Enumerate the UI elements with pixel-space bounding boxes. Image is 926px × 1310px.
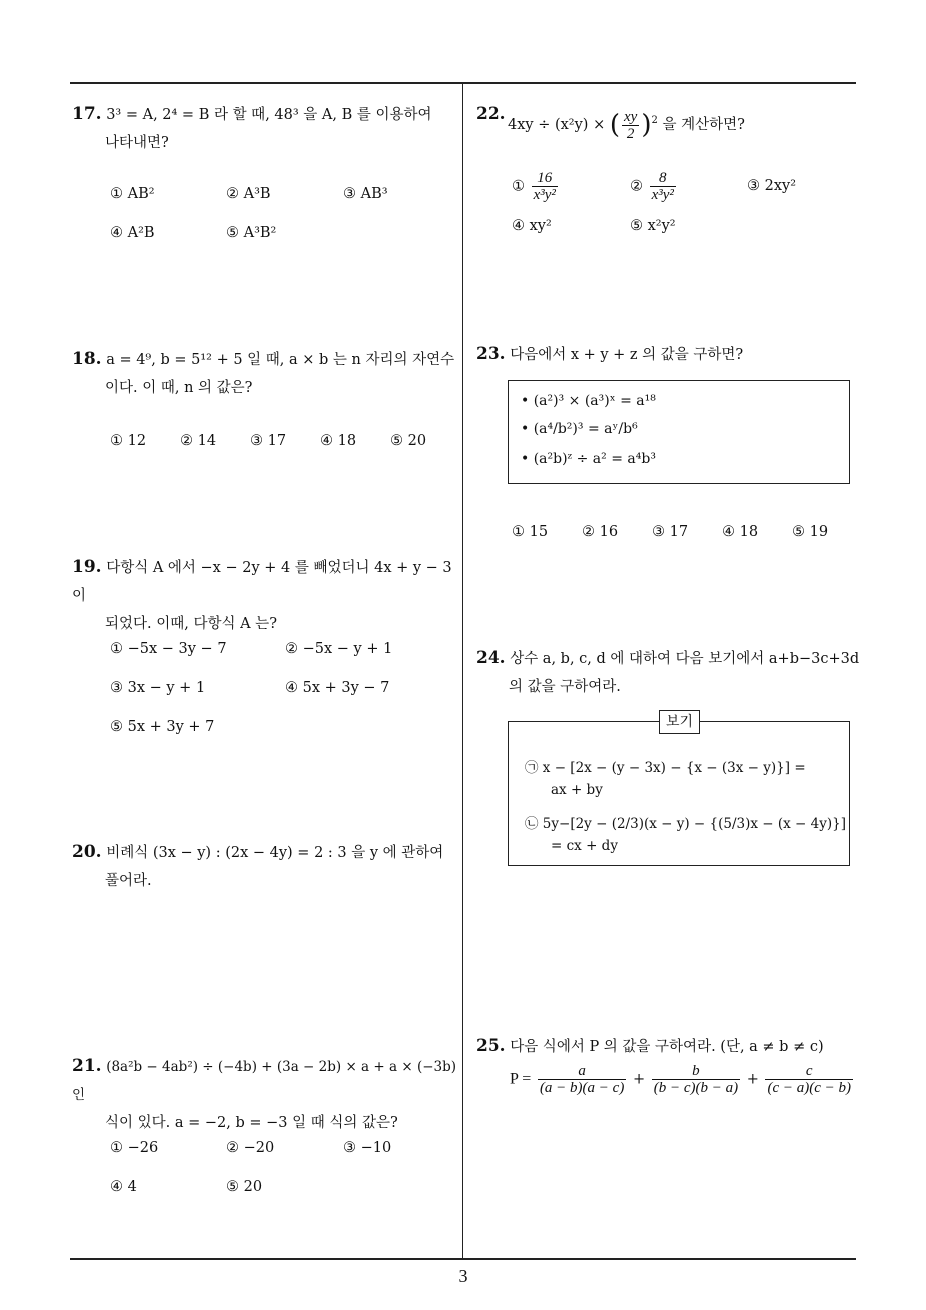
q24-example-box [508,714,850,866]
expr-fraction-3 [765,1063,853,1096]
frac-denominator: (a − b)(a − c) [539,1080,625,1096]
q21-option-4[interactable]: ④ 4 [110,1179,137,1195]
question-number: 17. [72,104,102,124]
question-text-line2: 식이 있다. a = −2, b = −3 일 때 식의 값은? [105,1115,398,1131]
q19-option-4[interactable]: ④ 5x + 3y − 7 [285,680,390,696]
option-fraction [532,170,558,203]
question-19 [72,553,457,638]
option-label: ② [630,178,643,195]
frac-numerator: c [765,1063,853,1080]
q18-option-4[interactable]: ④ 18 [320,433,357,449]
question-text-line2: 의 값을 구하여라. [509,679,621,695]
q22-option-1[interactable] [512,170,560,203]
question-number: 18. [72,349,102,369]
question-text: 다음에서 x + y + z 의 값을 구하면? [510,347,744,363]
example-item-2: ㉡ 5y−[2y − (2/3)(x − y) − {(5/3)x − (x − 4y)}] [525,816,846,832]
frac-denominator: (c − a)(c − b) [767,1080,852,1096]
q21-option-1[interactable]: ① −26 [110,1140,159,1156]
question-number: 25. [476,1036,506,1056]
expr-fraction-1 [538,1063,626,1096]
question-text: 다항식 A 에서 −x − 2y + 4 를 빼었더니 4x + y − 3 이 [72,560,452,604]
question-21 [72,1052,457,1137]
q19-option-3[interactable]: ③ 3x − y + 1 [110,680,206,696]
question-text-line2: 풀어라. [105,873,152,889]
question-text: 비례식 (3x − y) : (2x − 4y) = 2 : 3 을 y 에 관하여 [106,845,444,861]
column-divider [462,82,463,1260]
frac-denominator: x³y² [651,187,674,203]
expr-post: 을 계산하면? [662,117,745,133]
question-text: 다음 식에서 P 의 값을 구하여라. (단, a ≠ b ≠ c) [510,1039,824,1055]
q18-option-5[interactable]: ⑤ 20 [390,433,427,449]
expr-lhs: P = [510,1070,532,1088]
q22-option-3[interactable]: ③ 2xy² [747,178,797,194]
q23-option-4[interactable]: ④ 18 [722,524,759,540]
q19-option-1[interactable]: ① −5x − 3y − 7 [110,641,227,657]
question-24 [476,644,861,701]
question-number: 23. [476,344,506,364]
question-text-line2: 되었다. 이때, 다항식 A 는? [105,616,277,632]
q18-option-3[interactable]: ③ 17 [250,433,287,449]
question-number: 24. [476,648,506,668]
q23-option-5[interactable]: ⑤ 19 [792,524,829,540]
question-22-expression: 4xy ÷ (x²y) × ( $\frac{xy}{2}$ )$^2$ 을 계산하면? [508,108,745,142]
q21-option-2[interactable]: ② −20 [226,1140,275,1156]
example-box-title: 보기 [659,710,700,734]
q23-option-1[interactable]: ① 15 [512,524,549,540]
plus-sign: + [632,1071,646,1088]
question-text-line2: 나타내면? [105,135,169,151]
q23-option-2[interactable]: ② 16 [582,524,619,540]
question-number: 20. [72,842,102,862]
q21-option-3[interactable]: ③ −10 [343,1140,392,1156]
question-number: 19. [72,557,102,577]
option-label: ① [512,178,525,195]
q22-option-5[interactable]: ⑤ x²y² [630,218,676,234]
frac-numerator: 16 [532,170,558,187]
frac-denominator: 2 [626,125,635,142]
example-item-1: ㉠ x − [2x − (y − 3x) − {x − (3x − y)}] = [525,760,806,776]
question-number: 21. [72,1056,102,1076]
frac-denominator: (b − c)(b − a) [653,1080,739,1096]
expr-fraction-2 [652,1063,740,1096]
frac-numerator: xy [623,108,638,125]
condition-1: • (a²)³ × (a³)ˣ = a¹⁸ [521,393,656,409]
question-text: (8a²b − 4ab²) ÷ (−4b) + (3a − 2b) × a + a × (−3b) 인 [72,1059,457,1103]
question-text-line2: 이다. 이 때, n 의 값은? [105,380,253,396]
frac-numerator: 8 [650,170,676,187]
question-18 [72,345,457,402]
example-item-1-cont: ax + by [551,782,603,798]
expr-fraction [622,109,639,142]
q22-option-2[interactable] [630,170,678,203]
bottom-rule [70,1258,856,1260]
q18-option-1[interactable]: ① 12 [110,433,147,449]
example-item-2-cont: = cx + dy [551,838,618,854]
condition-2: • (a⁴/b²)³ = aʸ/b⁶ [521,421,638,437]
question-text: 상수 a, b, c, d 에 대하여 다음 보기에서 a+b−3c+3d [510,651,860,667]
question-number: 22. [476,104,506,124]
frac-numerator: b [652,1063,740,1080]
q19-option-5[interactable]: ⑤ 5x + 3y + 7 [110,719,215,735]
question-20 [72,838,457,895]
q17-option-2[interactable]: ② A³B [226,186,271,202]
question-23 [476,340,856,369]
question-17 [72,100,457,157]
q17-option-1[interactable]: ① AB² [110,186,155,202]
frac-numerator: a [538,1063,626,1080]
q21-option-5[interactable]: ⑤ 20 [226,1179,263,1195]
top-rule [70,82,856,84]
plus-sign: + [746,1071,759,1088]
question-25 [476,1032,861,1061]
q18-option-2[interactable]: ② 14 [180,433,217,449]
q22-option-4[interactable]: ④ xy² [512,218,552,234]
q23-option-3[interactable]: ③ 17 [652,524,689,540]
condition-3: • (a²b)ᶻ ÷ a² = a⁴b³ [521,451,656,467]
page-number: 3 [458,1266,468,1286]
q23-conditions-box [508,380,850,484]
q17-option-4[interactable]: ④ A²B [110,225,155,241]
q17-option-3[interactable]: ③ AB³ [343,186,388,202]
q25-expression [510,1063,855,1096]
q17-option-5[interactable]: ⑤ A³B² [226,225,277,241]
expr-pre: 4xy ÷ (x²y) × [508,117,606,133]
option-fraction [650,170,676,203]
frac-denominator: x³y² [533,187,556,203]
question-text: a = 4⁹, b = 5¹² + 5 일 때, a × b 는 n 자리의 자연수 [106,352,455,368]
question-text: 3³ = A, 2⁴ = B 라 할 때, 48³ 을 A, B 를 이용하여 [106,107,432,123]
q19-option-2[interactable]: ② −5x − y + 1 [285,641,393,657]
